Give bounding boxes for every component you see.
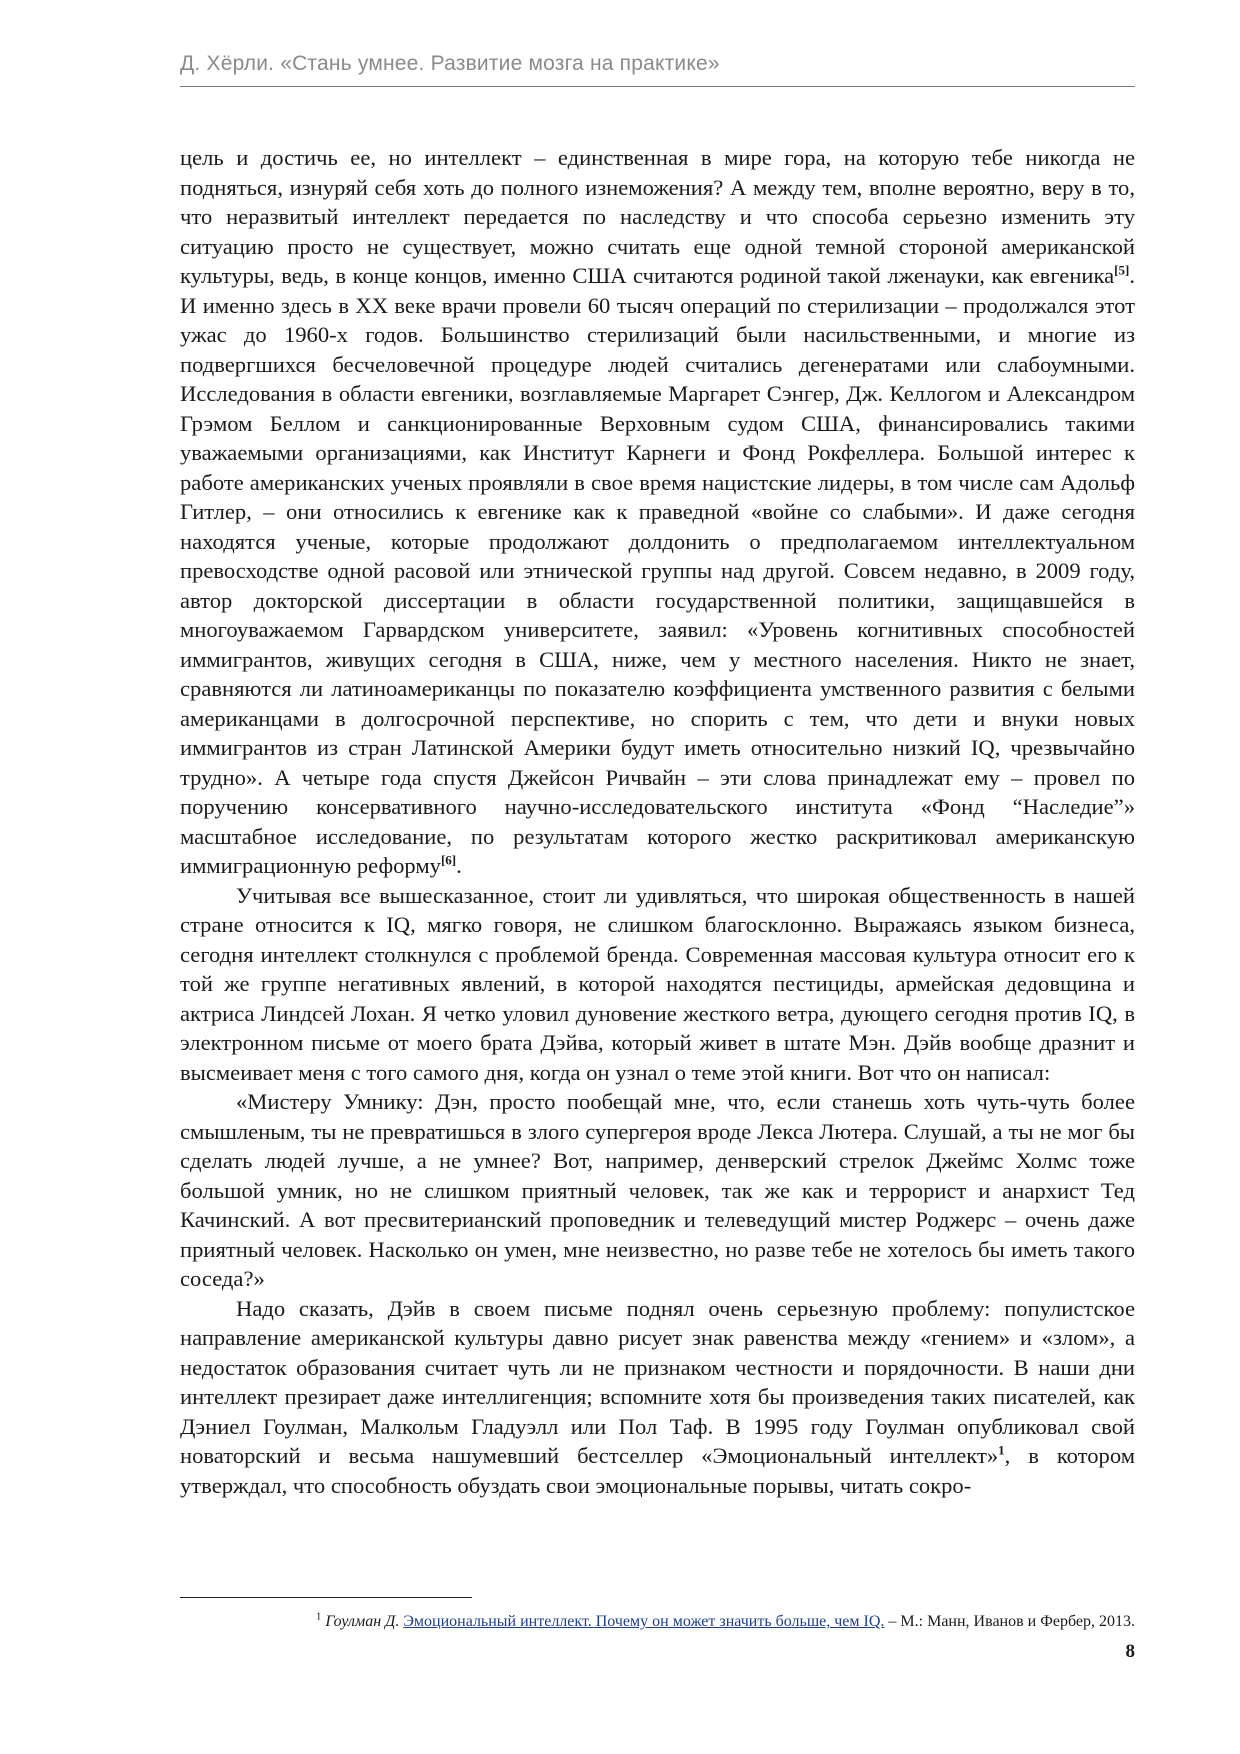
reference-marker-6: [6] (440, 852, 457, 868)
paragraph-1 (180, 143, 1135, 881)
footnote-author: Гоулман Д. (325, 1613, 400, 1630)
paragraph-1-text-a: цель и достичь ее, но интеллект – единственная в мире гора, на которую тебе никогда не подняться, изнуряй себя хоть до полного изнеможения? А между тем, вполне вероятно, веру в то, что неразвитый интеллект передается по наследству и что способа серьезно изменить эту ситуацию просто не существует, можно считать еще одной темной стороной американской культуры, ведь, в конце концов, именно США считаются родиной такой лженауки, как евгеника (180, 145, 1135, 288)
footnote-link[interactable]: Эмоциональный интеллект. Почему он может значить больше, чем IQ. (403, 1613, 885, 1630)
page-number: 8 (1125, 1641, 1135, 1662)
footnote-publisher: – М.: Манн, Иванов и Фербер, 2013. (884, 1613, 1135, 1630)
running-header: Д. Хёрли. «Стань умнее. Развитие мозга на практике» (180, 52, 1135, 87)
paragraph-2: Учитывая все вышесказанное, стоит ли удивляться, что широкая общественность в нашей стране относится к IQ, мягко говоря, не слишком благосклонно. Выражаясь языком бизнеса, сегодня интеллект столкнулся с проблемой бренда. Современная массовая культура относит его к той же группе негативных явлений, в которой находятся пестициды, армейская дедовщина и актриса Линдсей Лохан. Я четко уловил дуновение жесткого ветра, дующего сегодня против IQ, в электронном письме от моего брата Дэйва, который живет в штате Мэн. Дэйв вообще дразнит и высмеивает меня с того самого дня, когда он узнал о теме этой книги. Вот что он написал: (180, 882, 1135, 1085)
reference-marker-5: [5] (1114, 262, 1130, 278)
footnote (180, 1610, 1135, 1631)
paragraph-3-quote: «Мистеру Умнику: Дэн, просто пообещай мне, что, если станешь хоть чуть-чуть более смышленым, ты не превратишься в злого супергероя вроде Лекса Лютера. Слушай, а ты не мог бы сделать людей лучше, а не умнее? Вот, например, денверский стрелок Джеймс Холмс тоже большой умник, но не слишком приятный человек, так же как и террорист и анархист Тед Качинский. А вот пресвитерианский проповедник и телеведущий мистер Роджерс – очень даже приятный человек. Насколько он умен, мне неизвестно, но разве тебе не хотелось бы иметь такого соседа?» (180, 1089, 1135, 1291)
paragraph-4 (180, 1294, 1135, 1501)
paragraph-4-text-a: Надо сказать, Дэйв в своем письме поднял очень серьезную проблему: популистское направление американской культуры давно рисует знак равенства между «гением» и «злом», а недостаток образования считает чуть ли не признаком честности и порядочности. В наши дни интеллект презирает даже интеллигенция; вспомните хотя бы произведения таких писателей, как Дэниел Гоулман, Малкольм Гладуэлл или Пол Таф. В 1995 году Гоулман опубликовал свой новаторский и весьма нашумевший бестселлер «Эмоциональный интеллект» (180, 1295, 1135, 1468)
paragraph-4-text-b: , в котором утверждал, что способность обуздать свои эмоциональные порывы, читать сокро- (180, 1443, 1135, 1498)
paragraph-1-text-b: . И именно здесь в XX веке врачи провели 60 тысяч операций по стерилизации – продолжался этот ужас до 1960-х годов. Большинство стерилизаций были насильственными, и многие из подвергшихся бесчеловечной процедуре людей считались дегенератами или слабоумными. Исследования в области евгеники, возглавляемые Маргарет Сэнгер, Дж. Келлогом и Александром Грэмом Беллом и санкционированные Верховным судом США, финансировались такими уважаемыми организациями, как Институт Карнеги и Фонд Рокфеллера. Большой интерес к работе американских ученых проявляли в свое время нацистские лидеры, в том числе сам Адольф Гитлер, – они относились к евгенике как к праведной «войне со слабыми». И даже сегодня находятся ученые, которые продолжают долдонить о предполагаемом интеллектуальном превосходстве одной расовой или этнической группы над другой. Совсем недавно, в 2009 году, автор докторской диссертации в области государственной политики, защищавшейся в многоуважаемом Гарвардском университете, заявил: «Уровень когнитивных способностей иммигрантов, живущих сегодня в США, ниже, чем у местного населения. Никто не знает, сравняются ли латиноамериканцы по показателю коэффициента умственного развития с белыми американцами в долгосрочной перспективе, но спорить с тем, что дети и внуки новых иммигрантов из стран Латинской Америки будут иметь относительно низкий IQ, чрезвычайно трудно». А четыре года спустя Джейсон Ричвайн – эти слова принадлежат ему – провел по поручению консервативного научно-исследовательского института «Фонд “Наследие”» масштабное исследование, по результатам которого жестко раскритиковал американскую иммиграционную реформу (180, 263, 1135, 878)
paragraph-1-text-c: . (456, 853, 462, 878)
body-text (180, 143, 1135, 1500)
footnote-marker-1: 1 (998, 1442, 1005, 1458)
footnote-number: 1 (315, 1610, 322, 1623)
footnote-divider (180, 1597, 472, 1598)
